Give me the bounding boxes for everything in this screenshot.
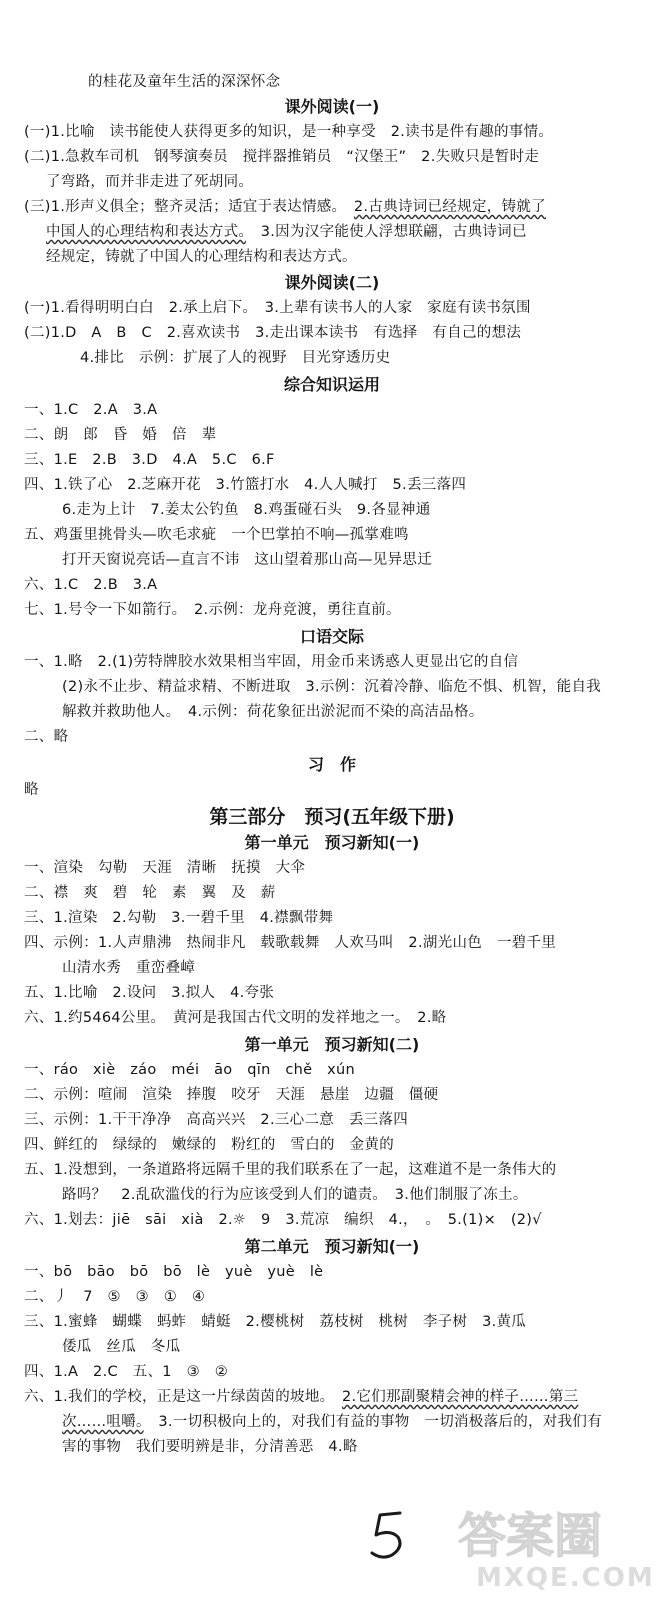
section-title: 第一单元 预习新知(二) <box>244 1035 420 1054</box>
text-line <box>62 1412 602 1432</box>
text-line: (一)1.比喻 读书能使人获得更多的知识，是一种享受 2.读书是件有趣的事情。 <box>24 124 554 140</box>
text-line: 二、襟 爽 碧 轮 素 翼 及 薪 <box>24 885 276 901</box>
text-line: 打开天窗说亮话—直言不讳 这山望着那山高—见异思迁 <box>62 552 432 568</box>
text-line: 经规定，铸就了中国人的心理结构和表达方式。 <box>46 249 357 265</box>
section-title: 口语交际 <box>299 627 364 646</box>
text-line: 一、bō bāo bō bō lè yuè yuè lè <box>24 1264 324 1280</box>
watermark-brand: 答案圈 <box>458 1508 603 1564</box>
section-title: 课外阅读(一) <box>284 97 380 116</box>
text-line: 七、1.号令一下如箭行。 2.示例：龙舟竞渡，勇往直前。 <box>24 602 401 618</box>
section-title: 综合知识运用 <box>283 375 380 394</box>
section-title: 课外阅读(二) <box>284 273 380 292</box>
text-line: 害的事物 我们要明辨是非，分清善恶 4.略 <box>62 1439 358 1455</box>
text-line: 六、1.约5464公里。 黄河是我国古代文明的发祥地之一。 2.略 <box>24 1010 447 1026</box>
text-line: 四、1.A 2.C 五、1 ③ ② <box>24 1364 229 1380</box>
section-title: 第二单元 预习新知(一) <box>244 1237 420 1256</box>
text-line: 四、鲜红的 绿绿的 嫩绿的 粉红的 雪白的 金黄的 <box>24 1137 394 1153</box>
text-line: 五、1.比喻 2.设问 3.拟人 4.夸张 <box>24 985 275 1001</box>
section-title: 第一单元 预习新知(一) <box>244 833 420 852</box>
text-line: 路吗？ 2.乱砍滥伐的行为应该受到人们的谴责。 3.他们制服了冻土。 <box>62 1187 528 1203</box>
text-line: 一、1.略 2.(1)劳特牌胶水效果相当牢固，用金币来诱惑人更显出它的自信 <box>24 654 519 670</box>
wavy-underlined-text: 中国人的心理结构和表达方式。 <box>46 224 246 240</box>
text-line: (二)1.D A B C 2.喜欢读书 3.走出课本读书 有选择 有自己的想法 <box>24 325 522 341</box>
text-line: 倭瓜 丝瓜 冬瓜 <box>62 1339 181 1355</box>
text-line: 五、鸡蛋里挑骨头—吹毛求疵 一个巴掌拍不响—孤掌难鸣 <box>24 527 409 543</box>
text-line: 三、1.蜜蜂 蝴蝶 蚂蚱 蜻蜓 2.樱桃树 荔枝树 桃树 李子树 3.黄瓜 <box>24 1314 527 1330</box>
text-line: 六、1.C 2.B 3.A <box>24 577 158 593</box>
text-segment: 六、1.我们的学校，正是这一片绿茵茵的坡地。 <box>24 1389 342 1405</box>
text-line: 略 <box>24 782 39 798</box>
text-line: 六、1.划去：jiē sāi xià 2.☼ 9 3.荒凉 编织 4.， 。 5.(1)× (2)√ <box>24 1212 542 1228</box>
handwritten-page-number <box>360 1505 420 1565</box>
wavy-underlined-text: 2.它们那副聚精会神的样子……第三 <box>341 1389 579 1405</box>
text-line: 一、1.C 2.A 3.A <box>24 402 158 418</box>
text-segment: 3.一切积极向上的，对我们有益的事物 一切消极落后的，对我们有 <box>143 1414 602 1430</box>
text-line: 一、ráo xiè záo méi āo qīn chě xún <box>24 1062 356 1078</box>
watermark-url: MXQE.COM <box>476 1563 655 1593</box>
text-line: (一)1.看得明明白白 2.承上启下。 3.上辈有读书人的人家 家庭有读书氛围 <box>24 300 531 316</box>
text-line: 山清水秀 重峦叠嶂 <box>62 960 196 976</box>
text-line: 6.走为上计 7.姜太公钓鱼 8.鸡蛋碰石头 9.各显神通 <box>62 502 431 518</box>
text-line: 4.排比 示例：扩展了人的视野 目光穿透历史 <box>80 350 391 366</box>
text-segment: (三)1.形声义俱全；整齐灵活；适宜于表达情感。 <box>24 199 354 215</box>
page-number-text: 5 <box>360 1505 361 1506</box>
text-line: 四、示例：1.人声鼎沸 热闹非凡 载歌载舞 人欢马叫 2.湖光山色 一碧千里 <box>24 935 557 951</box>
text-line: 二、示例：喧闹 渲染 捧腹 咬牙 天涯 悬崖 边疆 僵硬 <box>24 1087 439 1103</box>
text-line: (2)永不止步、精益求精、不断进取 3.示例：沉着冷静、临危不惧、机智，能自我 <box>62 679 602 695</box>
watermark-logo <box>448 1496 660 1596</box>
text-line <box>24 1387 578 1407</box>
wavy-underlined-text: 次……咀嚼。 <box>62 1414 144 1430</box>
text-line: 五、1.没想到，一条道路将远隔千里的我们联系在了一起，这难道不是一条伟大的 <box>24 1162 557 1178</box>
text-line: 三、1.E 2.B 3.D 4.A 5.C 6.F <box>24 452 275 468</box>
wavy-underlined-text: 2.古典诗词已经规定，铸就了 <box>353 199 546 215</box>
text-line: 解救并救助他人。 4.示例：荷花象征出淤泥而不染的高洁品格。 <box>62 704 484 720</box>
text-line: 二、丿 7 ⑤ ③ ① ④ <box>24 1289 206 1305</box>
text-line: 二、朗 郎 昏 婚 倍 辈 <box>24 427 217 443</box>
text-line: (二)1.急救车司机 钢琴演奏员 搅拌器推销员 “汉堡王” 2.失败只是暂时走 <box>24 149 540 165</box>
text-line: 三、1.渲染 2.勾勒 3.一碧千里 4.襟飘带舞 <box>24 910 334 926</box>
text-segment: 3.因为汉字能使人浮想联翩，古典诗词已 <box>245 224 527 240</box>
text-line: 二、略 <box>24 729 69 745</box>
text-line: 一、渲染 勾勒 天涯 清晰 抚摸 大伞 <box>24 860 306 876</box>
part-title: 第三部分 预习(五年级下册) <box>209 806 455 828</box>
text-line <box>24 197 546 217</box>
text-line: 三、示例：1.干干净净 高高兴兴 2.三心二意 丢三落四 <box>24 1112 409 1128</box>
text-line: 的桂花及童年生活的深深怀念 <box>88 74 281 90</box>
text-line: 了弯路，而并非走进了死胡同。 <box>46 174 254 190</box>
text-line <box>46 222 527 242</box>
text-line: 四、1.铁了心 2.芝麻开花 3.竹篮打水 4.人人喊打 5.丢三落四 <box>24 477 467 493</box>
section-title: 习 作 <box>307 755 356 774</box>
